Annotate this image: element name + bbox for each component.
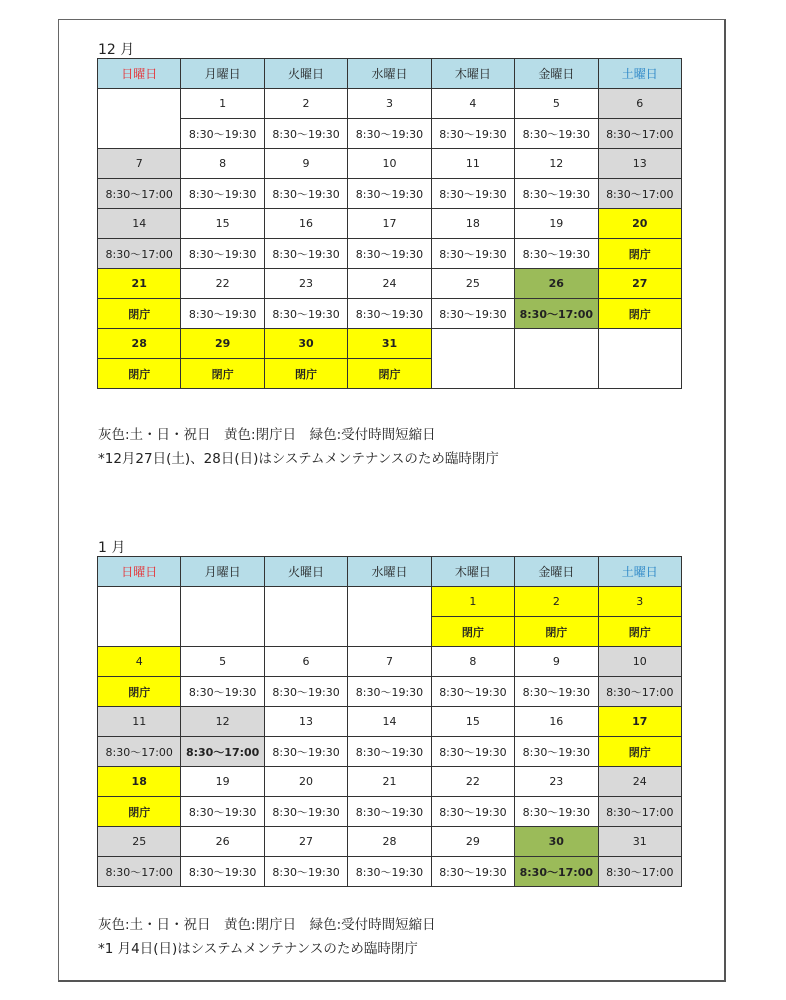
closed-label: 閉庁 — [431, 617, 514, 647]
week-hours-row — [98, 857, 682, 887]
color-legend: 灰色:土・日・祝日 黄色:閉庁日 緑色:受付時間短縮日 — [98, 917, 436, 933]
day-number: 26 — [515, 269, 598, 299]
day-number: 29 — [431, 827, 514, 857]
day-number: 8 — [181, 149, 264, 179]
week-day-row — [98, 707, 682, 737]
office-hours: 8:30〜19:30 — [515, 179, 598, 209]
day-number: 9 — [264, 149, 347, 179]
office-hours: 8:30〜19:30 — [181, 677, 264, 707]
office-hours: 8:30〜19:30 — [264, 119, 347, 149]
day-number: 20 — [264, 767, 347, 797]
day-number: 3 — [348, 89, 431, 119]
day-number: 2 — [515, 587, 598, 617]
closed-label: 閉庁 — [348, 359, 431, 389]
day-number: 24 — [598, 767, 681, 797]
office-hours: 8:30〜19:30 — [431, 179, 514, 209]
empty-day-cell — [598, 329, 681, 389]
day-number: 18 — [98, 767, 181, 797]
office-hours: 8:30〜17:00 — [515, 299, 598, 329]
weekday-monday: 月曜日 — [181, 557, 264, 587]
office-hours: 8:30〜17:00 — [98, 179, 181, 209]
office-hours: 8:30〜19:30 — [431, 677, 514, 707]
empty-day-cell — [431, 329, 514, 389]
day-number: 10 — [348, 149, 431, 179]
week-day-row — [98, 149, 682, 179]
day-number: 28 — [348, 827, 431, 857]
office-hours: 8:30〜19:30 — [348, 119, 431, 149]
day-number: 2 — [264, 89, 347, 119]
december-body — [98, 89, 682, 389]
day-number: 12 — [181, 707, 264, 737]
week-day-row — [98, 827, 682, 857]
closed-label: 閉庁 — [264, 359, 347, 389]
office-hours: 8:30〜19:30 — [348, 737, 431, 767]
weekday-tuesday: 火曜日 — [264, 557, 347, 587]
december-note: *12月27日(土)、28日(日)はシステムメンテナンスのため臨時閉庁 — [98, 451, 499, 467]
office-hours: 8:30〜19:30 — [431, 797, 514, 827]
closed-label: 閉庁 — [598, 299, 681, 329]
week-hours-row — [98, 119, 682, 149]
day-number: 5 — [181, 647, 264, 677]
day-number: 3 — [598, 587, 681, 617]
office-hours: 8:30〜17:00 — [515, 857, 598, 887]
day-number: 18 — [431, 209, 514, 239]
january-body — [98, 587, 682, 887]
weekday-thursday: 木曜日 — [431, 557, 514, 587]
january-title: 1 月 — [98, 540, 126, 556]
day-number: 7 — [98, 149, 181, 179]
office-hours: 8:30〜19:30 — [431, 119, 514, 149]
office-hours: 8:30〜19:30 — [431, 299, 514, 329]
closed-label: 閉庁 — [98, 797, 181, 827]
day-number: 29 — [181, 329, 264, 359]
week-day-row — [98, 767, 682, 797]
weekday-sunday: 日曜日 — [98, 557, 181, 587]
day-number: 24 — [348, 269, 431, 299]
week-hours-row — [98, 677, 682, 707]
day-number: 23 — [264, 269, 347, 299]
december-calendar — [97, 58, 682, 389]
office-hours: 8:30〜17:00 — [598, 119, 681, 149]
office-hours: 8:30〜19:30 — [348, 797, 431, 827]
december-legend — [98, 423, 499, 471]
day-number: 11 — [431, 149, 514, 179]
january-note: *1 月4日(日)はシステムメンテナンスのため臨時閉庁 — [98, 941, 418, 957]
day-number: 31 — [348, 329, 431, 359]
day-number: 23 — [515, 767, 598, 797]
office-hours: 8:30〜19:30 — [264, 677, 347, 707]
closed-label: 閉庁 — [598, 617, 681, 647]
day-number: 25 — [431, 269, 514, 299]
empty-day-cell — [98, 89, 181, 149]
office-hours: 8:30〜19:30 — [515, 119, 598, 149]
office-hours: 8:30〜19:30 — [431, 239, 514, 269]
office-hours: 8:30〜17:00 — [598, 797, 681, 827]
day-number: 22 — [431, 767, 514, 797]
color-legend: 灰色:土・日・祝日 黄色:閉庁日 緑色:受付時間短縮日 — [98, 427, 436, 443]
day-number: 16 — [515, 707, 598, 737]
day-number: 22 — [181, 269, 264, 299]
office-hours: 8:30〜19:30 — [348, 677, 431, 707]
empty-day-cell — [515, 329, 598, 389]
office-hours: 8:30〜19:30 — [181, 857, 264, 887]
day-number: 27 — [598, 269, 681, 299]
office-hours: 8:30〜19:30 — [181, 119, 264, 149]
day-number: 6 — [264, 647, 347, 677]
office-hours: 8:30〜17:00 — [98, 857, 181, 887]
closed-label: 閉庁 — [98, 359, 181, 389]
weekday-sunday: 日曜日 — [98, 59, 181, 89]
day-number: 9 — [515, 647, 598, 677]
empty-day-cell — [98, 587, 181, 647]
day-number: 28 — [98, 329, 181, 359]
week-hours-row — [98, 179, 682, 209]
office-hours: 8:30〜19:30 — [515, 239, 598, 269]
office-hours: 8:30〜17:00 — [598, 179, 681, 209]
day-number: 21 — [348, 767, 431, 797]
week-day-row — [98, 647, 682, 677]
office-hours: 8:30〜19:30 — [181, 239, 264, 269]
day-number: 26 — [181, 827, 264, 857]
office-hours: 8:30〜19:30 — [264, 797, 347, 827]
week-hours-row — [98, 239, 682, 269]
week-day-row — [98, 329, 682, 359]
week-day-row — [98, 587, 682, 617]
day-number: 4 — [431, 89, 514, 119]
empty-day-cell — [264, 587, 347, 647]
day-number: 5 — [515, 89, 598, 119]
january-calendar — [97, 556, 682, 887]
weekday-saturday: 土曜日 — [598, 557, 681, 587]
closed-label: 閉庁 — [598, 239, 681, 269]
week-hours-row — [98, 299, 682, 329]
office-hours: 8:30〜19:30 — [515, 797, 598, 827]
day-number: 8 — [431, 647, 514, 677]
week-day-row — [98, 89, 682, 119]
office-hours: 8:30〜19:30 — [264, 857, 347, 887]
day-number: 4 — [98, 647, 181, 677]
office-hours: 8:30〜17:00 — [98, 737, 181, 767]
weekday-tuesday: 火曜日 — [264, 59, 347, 89]
day-number: 13 — [598, 149, 681, 179]
weekday-friday: 金曜日 — [515, 557, 598, 587]
day-number: 1 — [181, 89, 264, 119]
day-number: 15 — [181, 209, 264, 239]
day-number: 10 — [598, 647, 681, 677]
closed-label: 閉庁 — [515, 617, 598, 647]
office-hours: 8:30〜19:30 — [264, 299, 347, 329]
week-day-row — [98, 209, 682, 239]
day-number: 11 — [98, 707, 181, 737]
closed-label: 閉庁 — [98, 677, 181, 707]
office-hours: 8:30〜17:00 — [598, 677, 681, 707]
weekday-saturday: 土曜日 — [598, 59, 681, 89]
office-hours: 8:30〜19:30 — [515, 737, 598, 767]
day-number: 16 — [264, 209, 347, 239]
day-number: 6 — [598, 89, 681, 119]
office-hours: 8:30〜19:30 — [181, 797, 264, 827]
week-day-row — [98, 269, 682, 299]
day-number: 27 — [264, 827, 347, 857]
office-hours: 8:30〜19:30 — [348, 857, 431, 887]
day-number: 14 — [348, 707, 431, 737]
weekday-header-row — [98, 59, 682, 89]
week-hours-row — [98, 797, 682, 827]
weekday-wednesday: 水曜日 — [348, 59, 431, 89]
day-number: 21 — [98, 269, 181, 299]
day-number: 17 — [348, 209, 431, 239]
office-hours: 8:30〜19:30 — [515, 677, 598, 707]
day-number: 13 — [264, 707, 347, 737]
january-legend — [98, 913, 436, 961]
closed-label: 閉庁 — [598, 737, 681, 767]
closed-label: 閉庁 — [98, 299, 181, 329]
day-number: 14 — [98, 209, 181, 239]
office-hours: 8:30〜19:30 — [348, 239, 431, 269]
office-hours: 8:30〜19:30 — [431, 737, 514, 767]
day-number: 31 — [598, 827, 681, 857]
day-number: 17 — [598, 707, 681, 737]
office-hours: 8:30〜19:30 — [431, 857, 514, 887]
day-number: 19 — [515, 209, 598, 239]
office-hours: 8:30〜19:30 — [264, 239, 347, 269]
office-hours: 8:30〜19:30 — [264, 737, 347, 767]
day-number: 30 — [515, 827, 598, 857]
office-hours: 8:30〜19:30 — [264, 179, 347, 209]
closed-label: 閉庁 — [181, 359, 264, 389]
office-hours: 8:30〜19:30 — [181, 299, 264, 329]
office-hours: 8:30〜19:30 — [348, 299, 431, 329]
office-hours: 8:30〜17:00 — [181, 737, 264, 767]
office-hours: 8:30〜19:30 — [348, 179, 431, 209]
office-hours: 8:30〜17:00 — [98, 239, 181, 269]
office-hours: 8:30〜17:00 — [598, 857, 681, 887]
day-number: 20 — [598, 209, 681, 239]
weekday-thursday: 木曜日 — [431, 59, 514, 89]
week-hours-row — [98, 737, 682, 767]
weekday-monday: 月曜日 — [181, 59, 264, 89]
day-number: 25 — [98, 827, 181, 857]
day-number: 1 — [431, 587, 514, 617]
weekday-friday: 金曜日 — [515, 59, 598, 89]
december-title: 12 月 — [98, 42, 135, 58]
day-number: 30 — [264, 329, 347, 359]
empty-day-cell — [348, 587, 431, 647]
office-hours: 8:30〜19:30 — [181, 179, 264, 209]
day-number: 7 — [348, 647, 431, 677]
day-number: 15 — [431, 707, 514, 737]
weekday-header-row — [98, 557, 682, 587]
weekday-wednesday: 水曜日 — [348, 557, 431, 587]
empty-day-cell — [181, 587, 264, 647]
day-number: 19 — [181, 767, 264, 797]
day-number: 12 — [515, 149, 598, 179]
